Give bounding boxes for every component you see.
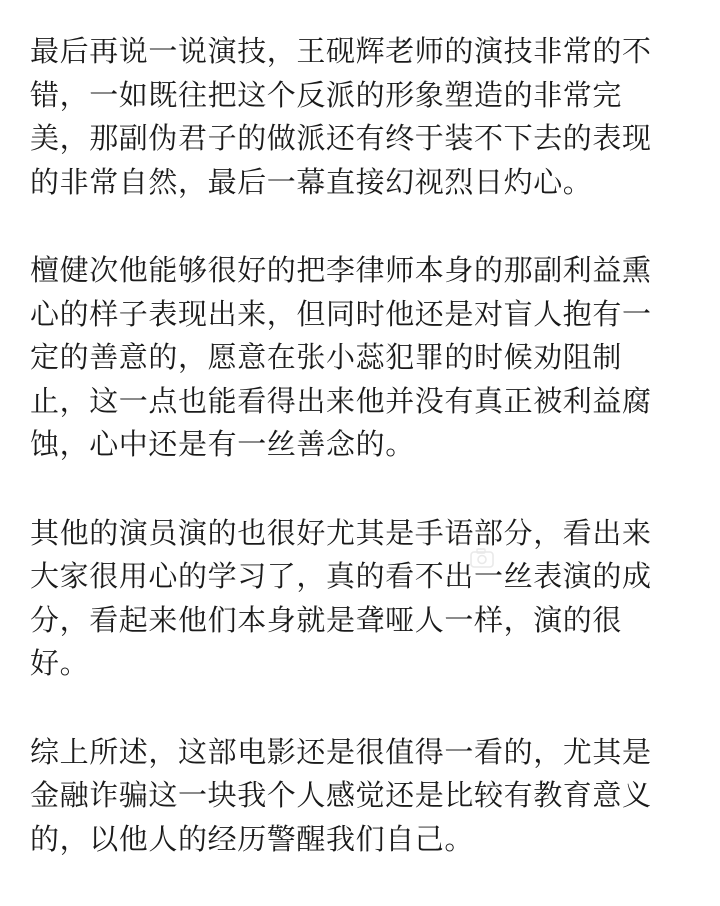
camera-watermark-icon (470, 548, 494, 568)
paragraph-acting: 最后再说一说演技，王砚辉老师的演技非常的不错，一如既往把这个反派的形象塑造的非常完美，那副伪君子的做派还有终于装不下去的表现的非常自然，最后一幕直接幻视烈日灼心。 (30, 34, 652, 199)
paragraph-other-actors: 其他的演员演的也很好尤其是手语部分，看出来大家很用心的学习了，真的看不出一丝表演的成分，看起来他们本身就是聋哑人一样，演的很好。 (30, 515, 652, 680)
article-body (30, 30, 680, 906)
paragraph-tan-jianci: 檀健次他能够很好的把李律师本身的那副利益熏心的样子表现出来，但同时他还是对盲人抱有一定的善意的，愿意在张小蕊犯罪的时候劝阻制止，这一点也能看得出来他并没有真正被利益腐蚀，心中还是有一丝善念的。 (30, 253, 652, 461)
paragraph-conclusion: 综上所述，这部电影还是很值得一看的，尤其是金融诈骗这一块我个人感觉还是比较有教育意义的，以他人的经历警醒我们自己。 (30, 734, 652, 856)
